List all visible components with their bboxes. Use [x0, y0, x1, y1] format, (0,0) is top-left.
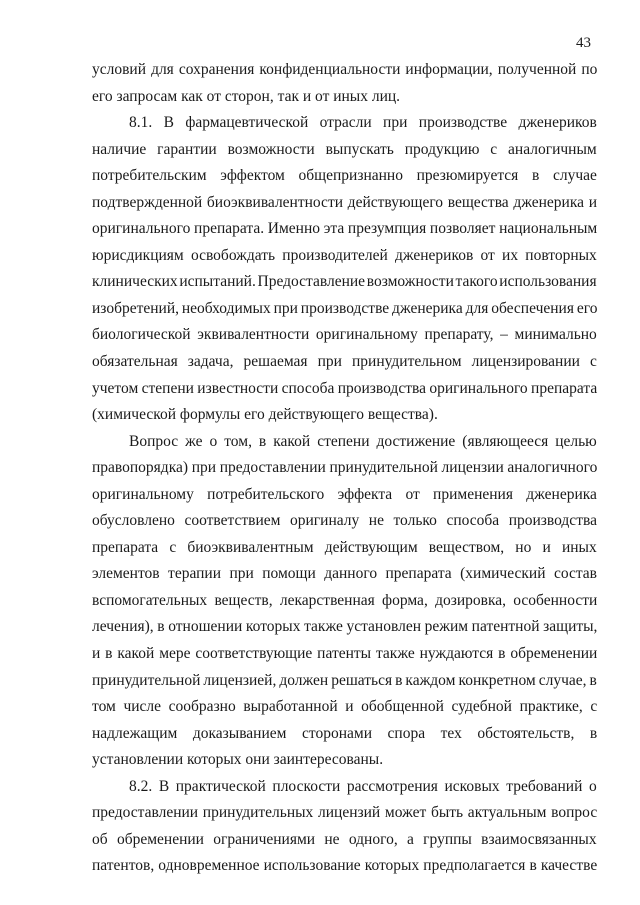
text-line: том числе сообразно выработанной и обобщенной судебной практике, с	[92, 698, 598, 716]
text-line: обязательная задача, решаемая при принудительном лицензировании с	[92, 353, 597, 371]
text-line: оригинального препарата. Именно эта презумпция позволяет национальным	[92, 220, 598, 238]
text-line: предоставлении принудительных лицензий может быть актуальным вопрос	[92, 804, 598, 822]
paragraph-continuation	[92, 57, 597, 110]
text-line: препарата с биоэквивалентным действующим веществом, но и иных	[92, 538, 597, 556]
text-line: лечения), в отношении которых также установлен режим патентной защиты,	[92, 618, 598, 636]
text-line: патентов, одновременное использование которых предполагается в качестве	[92, 857, 598, 875]
text-line: правопорядка) при предоставлении принудительной лицензии аналогичного	[92, 459, 598, 477]
text-line: и в какой мере соответствующие патенты также нуждаются в обременении	[92, 645, 598, 663]
text-line: условий для сохранения конфиденциальности информации, полученной по	[92, 61, 598, 78]
text-line: 8.1. В фармацевтической отрасли при производстве дженериков	[129, 114, 597, 132]
text-line: элементов терапии при помощи данного препарата (химический состав	[92, 565, 597, 583]
text-line: биологической эквивалентности оригинальному препарату, – минимально	[92, 326, 597, 344]
paragraph-8-1	[92, 110, 597, 429]
text-line: оригинальному потребительского эффекта от применения дженерика	[92, 485, 597, 503]
text-line: установлении которых они заинтересованы.	[92, 751, 384, 769]
text-line: надлежащим доказыванием сторонами спора тех обстоятельств, в	[92, 724, 598, 742]
text-line: изобретений, необходимых при производстве дженерика для обеспечения его	[92, 299, 598, 317]
text-line: (химической формулы его действующего вещества).	[92, 406, 438, 424]
text-line: юрисдикциям освобождать производителей дженериков от их повторных	[92, 246, 597, 264]
text-line: клинических испытаний. Предоставление возможности такого использования	[92, 273, 597, 291]
text-line: учетом степени известности способа производства оригинального препарата	[92, 379, 598, 397]
text-line: потребительским эффектом общепризнанно презюмируется в случае	[92, 167, 597, 185]
text-line: 8.2. В практической плоскости рассмотрения исковых требований о	[129, 777, 597, 795]
text-line: принудительной лицензией, должен решаться в каждом конкретном случае, в	[92, 671, 597, 689]
text-line: наличие гарантии возможности выпускать продукцию с аналогичным	[92, 140, 597, 158]
text-line: вспомогательных веществ, лекарственная форма, дозировка, особенности	[92, 591, 598, 609]
text-line: подтвержденной биоэквивалентности действующего вещества дженерика и	[92, 193, 597, 211]
paragraph-8-2	[92, 774, 597, 880]
document-body	[92, 57, 597, 880]
text-line: обусловлено соответствием оригиналу не только способа производства	[92, 512, 597, 530]
text-line: его запросам как от сторон, так и от иных лиц.	[92, 87, 401, 105]
text-line: об обременении ограничениями не одного, а группы взаимосвязанных	[92, 830, 597, 848]
text-line: Вопрос же о том, в какой степени достижение (являющееся целью	[129, 432, 597, 450]
paragraph-question	[92, 429, 597, 774]
page-number: 43	[576, 35, 591, 51]
